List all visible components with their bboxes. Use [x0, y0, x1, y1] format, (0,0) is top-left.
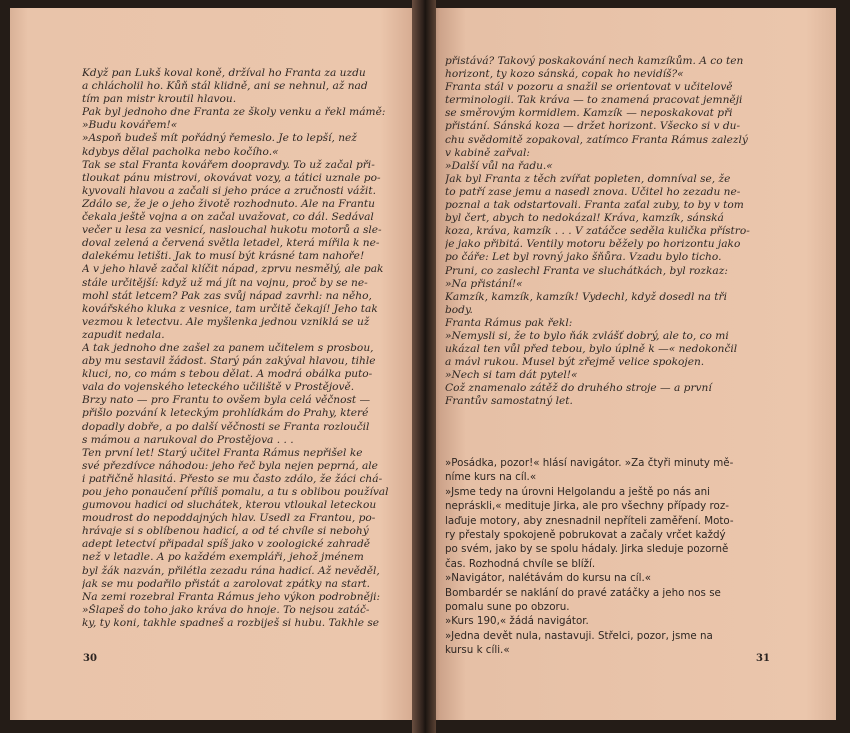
- left-page-line: »Šlapeš do toho jako kráva do hnoje. To nejsou zatáč-: [82, 603, 370, 616]
- right-page-bottom-line: po svém, jako by se spolu hádaly. Jirka sleduje pozorně: [445, 543, 729, 556]
- right-page-bottom-line: »Posádka, pozor!« hlásí navigátor. »Za čtyři minuty mě-: [445, 457, 734, 469]
- left-page-line: jak se mu podařilo přistát a zarolovat zpátky na start.: [82, 577, 371, 590]
- right-page-top-line: přistává? Takový poskakování nech kamzíkům. A co ten: [445, 55, 744, 67]
- left-page-line: adept letectví připadal spíš jako v zoologické zahradě: [82, 538, 371, 551]
- left-page-line: a chlácholil ho. Kůň stál klidně, ani se nehnul, až nad: [82, 80, 368, 93]
- right-page-bottom-line: »Jsme tedy na úrovni Helgolandu a ještě po nás ani: [445, 485, 711, 498]
- right-page-top-line: Pruni, co zaslechl Franta ve sluchátkách, byl rozkaz:: [445, 264, 728, 277]
- left-page-line: Když pan Lukš koval koně, držíval ho Franta za uzdu: [82, 67, 366, 79]
- left-page-line: mohl stát letcem? Pak zas svůj nápad zavrhl: na něho,: [82, 289, 372, 302]
- left-page-line: Brzy nato — pro Frantu to ovšem byla celá věčnost —: [82, 394, 371, 407]
- right-page-top-line: se směrovým kormidlem. Kamzík — neposkakovat při: [445, 107, 733, 120]
- left-page-line: vezmou k letectvu. Ale myšlenka jednou vzniklá se už: [82, 315, 370, 328]
- right-page-top-line: byl čert, abych to nedokázal! Kráva, kamzík, sánská: [445, 212, 724, 225]
- right-page-text-bottom: [445, 456, 797, 658]
- right-page-top-line: chu svědomitě zopakoval, zatímco Franta Rámus zalezlý: [445, 133, 748, 146]
- right-page-top-line: Frantův samostatný let.: [445, 395, 573, 408]
- right-page-top-line: Jak byl Franta z těch zvířat popleten, domníval se, že: [445, 172, 731, 185]
- right-page-top-line: v kabině zařval:: [445, 146, 530, 159]
- right-page-top-line: koza, kráva, kamzík . . . V zatáčce seděla kulička přístro-: [445, 225, 750, 238]
- left-page-line: A v jeho hlavě začal klíčit nápad, zprvu nesmělý, ale pak: [82, 263, 384, 276]
- left-page-line: tím pan mistr kroutil hlavou.: [82, 93, 237, 106]
- left-page-line: než v letadle. A po každém exempláři, jehož jménem: [82, 551, 364, 564]
- left-page-line: pou jeho ponaučení příliš pomalu, a tu s oblibou používal: [82, 486, 389, 498]
- left-page: [10, 8, 422, 720]
- right-page-bottom-line: »Jedna devět nula, nastavuji. Střelci, pozor, jsme na: [445, 629, 713, 642]
- left-page-line: Pak byl jednoho dne Franta ze školy venku a řekl mámě:: [82, 106, 386, 119]
- left-page-line: i patřičně hlasitá. Přesto se mu často zdálo, že žáci chá-: [82, 472, 383, 485]
- page-number-right: 31: [756, 653, 770, 664]
- left-page-line: byl žák nazván, přilétla zezadu rána hadicí. Až nevěděl,: [82, 564, 380, 577]
- right-page-top-line: přistání. Sánská koza — držet horizont. Všecko si v du-: [445, 120, 741, 133]
- right-page-top-line: »Na přistání!«: [445, 277, 523, 290]
- left-page-line: přišlo pozvání k leteckým prohlídkám do Prahy, které: [82, 407, 369, 420]
- right-page-top-line: »Další vůl na řadu.«: [445, 159, 553, 172]
- left-page-line: stále určitější: když už má jít na vojnu, proč by se ne-: [82, 276, 368, 289]
- right-page-bottom-line: níme kurs na cíl.«: [445, 471, 537, 484]
- left-page-line: čekala ještě vojna a on začal uvažovat, co dál. Sedával: [82, 211, 374, 224]
- left-page-line: gumovou hadici od sluchátek, kterou vtloukal leteckou: [82, 499, 377, 512]
- right-page-bottom-line: ry přestaly spokojeně pobrukovat a začaly vrčet každý: [445, 529, 726, 542]
- left-page-line: dalekému letišti. Jak to musí být krásné tam nahoře!: [82, 250, 365, 263]
- left-page-line: kovářského kluka z vesnice, tam určitě čekají! Jeho tak: [82, 302, 378, 315]
- right-page-top-line: je jako přibitá. Ventily motoru běžely po horizontu jako: [445, 238, 741, 251]
- left-page-text: [82, 67, 422, 630]
- right-page-bottom-line: laďuje motory, aby znesnadnil nepříteli zaměření. Moto-: [445, 514, 734, 527]
- left-page-line: s mámou a narukoval do Prostějova . . .: [82, 433, 294, 446]
- left-page-line: A tak jednoho dne zašel za panem učitelem s prosbou,: [82, 341, 374, 354]
- right-page-bottom-line: »Navigátor, nalétávám do kursu na cíl.«: [445, 572, 652, 585]
- right-page-top-line: terminologii. Tak kráva — to znamená pracovat jemněji: [445, 94, 743, 107]
- left-page-line: tloukat pánu mistrovi, okovávat vozy, a tátici uznale po-: [82, 171, 381, 184]
- left-page-line: ky, ty koni, takhle spadneš a rozbiješ si hubu. Takhle se: [82, 616, 380, 629]
- left-page-line: zapudit nedala.: [82, 328, 165, 341]
- right-page-top-line: po čáře: Let byl rovný jako šňůra. Vzadu bylo ticho.: [445, 251, 722, 264]
- left-page-line: Tak se stal Franta kovářem doopravdy. To už začal při-: [82, 158, 375, 171]
- right-page-top-line: poznal a tak odstartovali. Franta zaťal zuby, to by v tom: [445, 199, 744, 212]
- right-page-top-line: Franta stál v pozoru a snažil se orientovat v učitelově: [445, 81, 733, 94]
- left-page-line: moudrost do nepoddajných hlav. Usedl za Frantou, po-: [82, 512, 376, 525]
- left-page-line: doval zelená a červená světla letadel, která mířila k ne-: [82, 237, 380, 250]
- right-page-top-line: Kamzík, kamzík, kamzík! Vydechl, když dosedl na tři: [445, 290, 727, 303]
- right-page-top-line: »Nemysli si, že to bylo ňák zvlášť dobrý, ale to, co mi: [445, 329, 729, 342]
- right-page-top-line: Což znamenalo zátěž do druhého stroje — a první: [445, 382, 712, 395]
- page-number-left: 30: [83, 653, 97, 664]
- left-page-line: »Aspoň budeš mít pořádný řemeslo. Je to lepší, než: [82, 132, 357, 145]
- right-page-text-top: [445, 55, 793, 409]
- left-page-line: vala do vojenského leteckého učiliště v Prostějově.: [82, 381, 355, 394]
- left-page-line: hrávaje si s oblíbenou hadicí, a od té chvíle si nebohý: [82, 525, 369, 538]
- left-page-line: Zdálo se, že je o jeho životě rozhodnuto. Ale na Frantu: [82, 197, 375, 210]
- left-page-line: Na zemi rozebral Franta Rámus jeho výkon podrobněji:: [82, 590, 381, 603]
- right-page-bottom-line: čas. Rozhodná chvíle se blíží.: [445, 557, 596, 570]
- right-page: [426, 8, 836, 720]
- right-page-bottom-line: kursu k cíli.«: [445, 644, 510, 657]
- left-page-line: Ten první let! Starý učitel Franta Rámus nepřišel ke: [82, 446, 363, 459]
- right-page-top-line: horizont, ty kozo sánská, copak ho nevidíš?«: [445, 68, 684, 81]
- right-page-top-line: body.: [445, 303, 473, 316]
- left-page-line: večer u lesa za vesnicí, naslouchal hukotu motorů a sle-: [82, 224, 382, 237]
- left-page-line: »Budu kovářem!«: [82, 119, 178, 132]
- left-page-line: dopadly dobře, a po další věčnosti se Franta rozloučil: [82, 420, 370, 433]
- right-page-top-line: to patří zase jemu a nasedl znova. Učitel ho zezadu ne-: [445, 185, 741, 198]
- right-page-top-line: Franta Rámus pak řekl:: [445, 316, 573, 329]
- left-page-line: kyvovali hlavou a začali si jeho práce a zručnosti vážit.: [82, 184, 376, 197]
- left-page-line: kdybys dělal pacholka nebo kočího.«: [82, 145, 279, 158]
- right-page-bottom-line: Bombardér se naklání do pravé zatáčky a jeho nos se: [445, 586, 721, 599]
- book-spine: [412, 0, 436, 733]
- right-page-bottom-line: »Kurs 190,« žádá navigátor.: [445, 615, 589, 628]
- left-page-line: kluci, no, co mám s tebou dělat. A modrá obálka puto-: [82, 368, 373, 381]
- right-page-bottom-line: pomalu sune po obzoru.: [445, 601, 570, 614]
- left-page-line: aby mu sestavil žádost. Starý pán zakýval hlavou, tihle: [82, 355, 376, 368]
- right-page-top-line: a mávl rukou. Musel být zřejmě velice spokojen.: [445, 356, 705, 369]
- right-page-bottom-line: nepráskli,« medituje Jirka, ale pro všechny případy roz-: [445, 500, 729, 513]
- right-page-top-line: ukázal ten vůl před tebou, bylo úplně k —« nedokončil: [445, 343, 738, 356]
- left-page-line: své přezdívce náhodou: jeho řeč byla nejen peprná, ale: [82, 459, 378, 472]
- right-page-top-line: »Nech si tam dát pytel!«: [445, 369, 578, 382]
